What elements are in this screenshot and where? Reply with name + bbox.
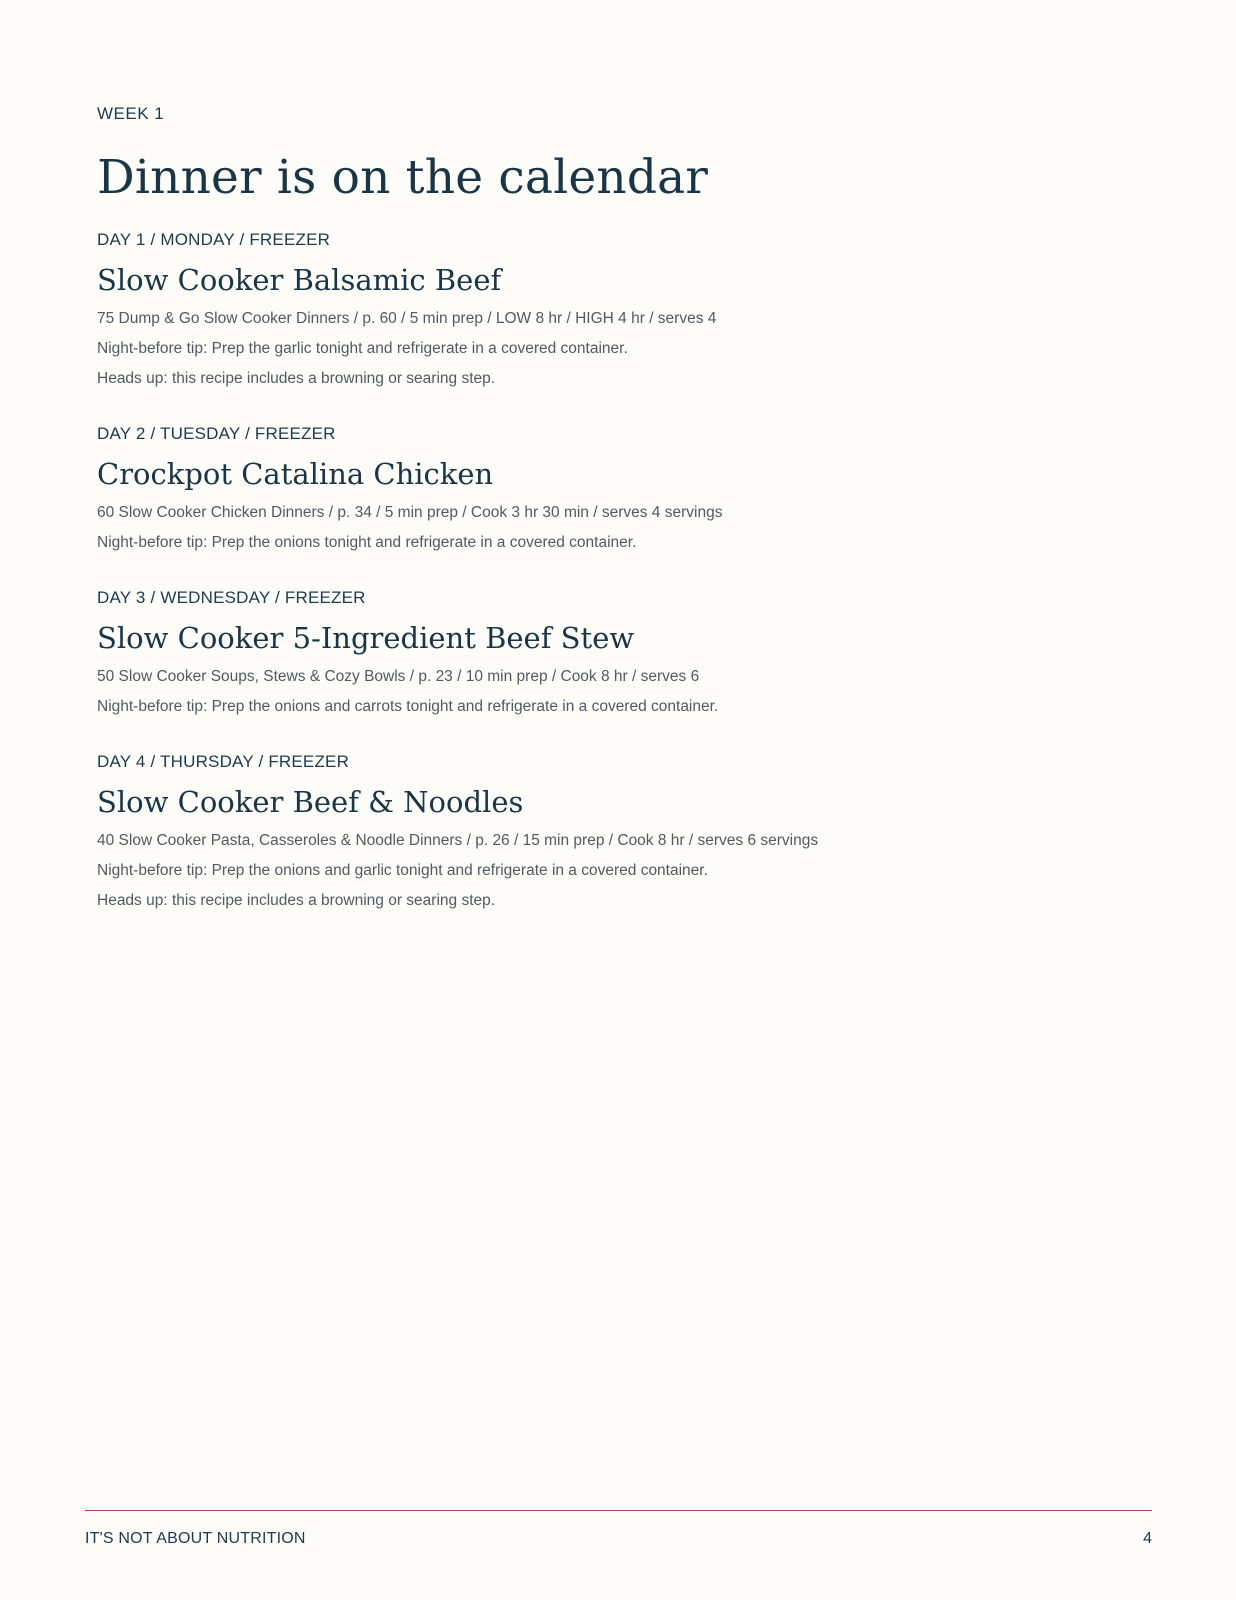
- day-entry: [97, 588, 718, 722]
- day-entry: [97, 752, 818, 916]
- recipe-title: Slow Cooker 5-Ingredient Beef Stew: [97, 621, 635, 655]
- night-before-tip: Night-before tip: Prep the garlic tonight and refrigerate in a covered container.: [97, 340, 628, 357]
- week-label: WEEK 1: [97, 104, 165, 123]
- day-entry: [97, 424, 722, 558]
- day-label: DAY 2 / TUESDAY / FREEZER: [97, 424, 336, 443]
- recipe-title: Crockpot Catalina Chicken: [97, 457, 494, 491]
- recipe-title: Slow Cooker Balsamic Beef: [97, 263, 502, 297]
- heads-up-note: Heads up: this recipe includes a browning or searing step.: [97, 892, 496, 909]
- day-label: DAY 3 / WEDNESDAY / FREEZER: [97, 588, 366, 607]
- day-entry: [97, 230, 716, 394]
- footer-divider: [85, 1510, 1152, 1511]
- recipe-meta: 75 Dump & Go Slow Cooker Dinners / p. 60 / 5 min prep / LOW 8 hr / HIGH 4 hr / serves 4: [97, 310, 717, 327]
- recipe-meta: 60 Slow Cooker Chicken Dinners / p. 34 / 5 min prep / Cook 3 hr 30 min / serves 4 servings: [97, 504, 723, 521]
- day-label: DAY 1 / MONDAY / FREEZER: [97, 230, 331, 249]
- night-before-tip: Night-before tip: Prep the onions and carrots tonight and refrigerate in a covered container.: [97, 698, 719, 715]
- day-label: DAY 4 / THURSDAY / FREEZER: [97, 752, 350, 771]
- footer-publication-name: IT'S NOT ABOUT NUTRITION: [85, 1530, 306, 1547]
- recipe-title: Slow Cooker Beef & Noodles: [97, 785, 524, 819]
- page-number: 4: [1143, 1530, 1152, 1547]
- night-before-tip: Night-before tip: Prep the onions and garlic tonight and refrigerate in a covered container.: [97, 862, 708, 879]
- page-title: Dinner is on the calendar: [97, 150, 709, 205]
- recipe-meta: 50 Slow Cooker Soups, Stews & Cozy Bowls / p. 23 / 10 min prep / Cook 8 hr / serves 6: [97, 668, 700, 685]
- heads-up-note: Heads up: this recipe includes a browning or searing step.: [97, 370, 496, 387]
- recipe-meta: 40 Slow Cooker Pasta, Casseroles & Noodle Dinners / p. 26 / 15 min prep / Cook 8 hr / serves 6 servings: [97, 832, 819, 849]
- night-before-tip: Night-before tip: Prep the onions tonight and refrigerate in a covered container.: [97, 534, 637, 551]
